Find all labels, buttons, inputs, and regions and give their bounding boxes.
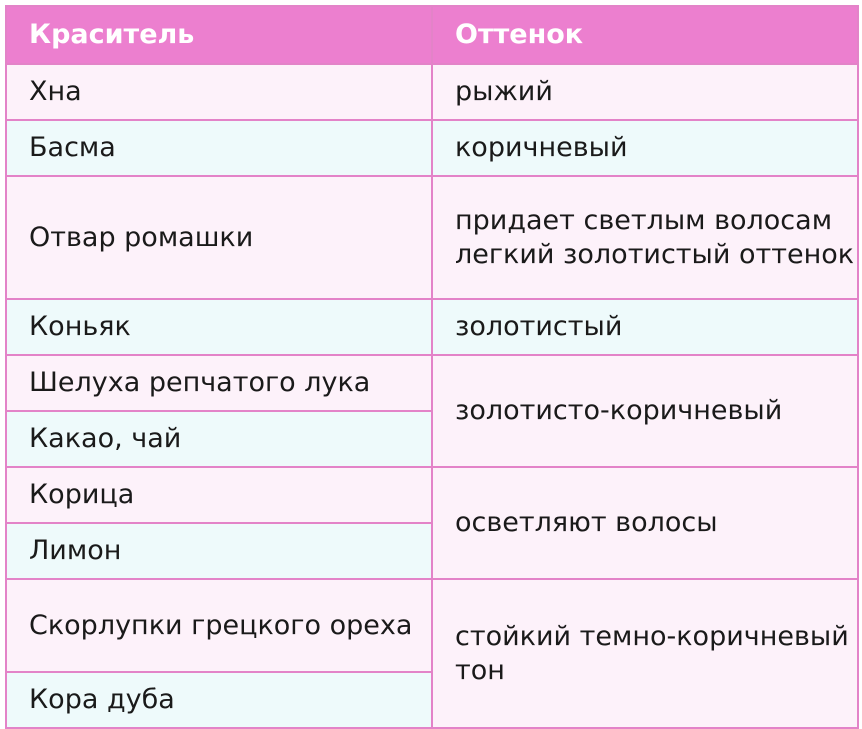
table-row [6, 176, 858, 299]
table-row [6, 64, 858, 120]
shade-cell: коричневый [432, 120, 858, 176]
header-dye: Краситель [6, 6, 432, 64]
table-row [6, 579, 858, 672]
table-header-row [6, 6, 858, 64]
dye-cell: Корица [6, 467, 432, 523]
dye-cell: Хна [6, 64, 432, 120]
dye-cell: Какао, чай [6, 411, 432, 467]
shade-cell: золотистый [432, 299, 858, 355]
header-shade: Оттенок [432, 6, 858, 64]
shade-cell: рыжий [432, 64, 858, 120]
table-row [6, 299, 858, 355]
dye-cell: Кора дуба [6, 672, 432, 728]
table-row [6, 355, 858, 411]
shade-cell-merged: осветляют волосы [432, 467, 858, 579]
dye-cell: Лимон [6, 523, 432, 579]
shade-cell: придает светлым волосам легкий золотистый оттенок [432, 176, 858, 299]
dye-cell: Басма [6, 120, 432, 176]
dye-cell: Отвар ромашки [6, 176, 432, 299]
dye-cell: Шелуха репчатого лука [6, 355, 432, 411]
dye-cell: Скорлупки грецкого ореха [6, 579, 432, 672]
table-row [6, 120, 858, 176]
dye-cell: Коньяк [6, 299, 432, 355]
table-row [6, 467, 858, 523]
shade-cell-merged: стойкий темно-коричневый тон [432, 579, 858, 728]
dyes-table [5, 5, 859, 729]
shade-cell-merged: золотисто-коричневый [432, 355, 858, 467]
